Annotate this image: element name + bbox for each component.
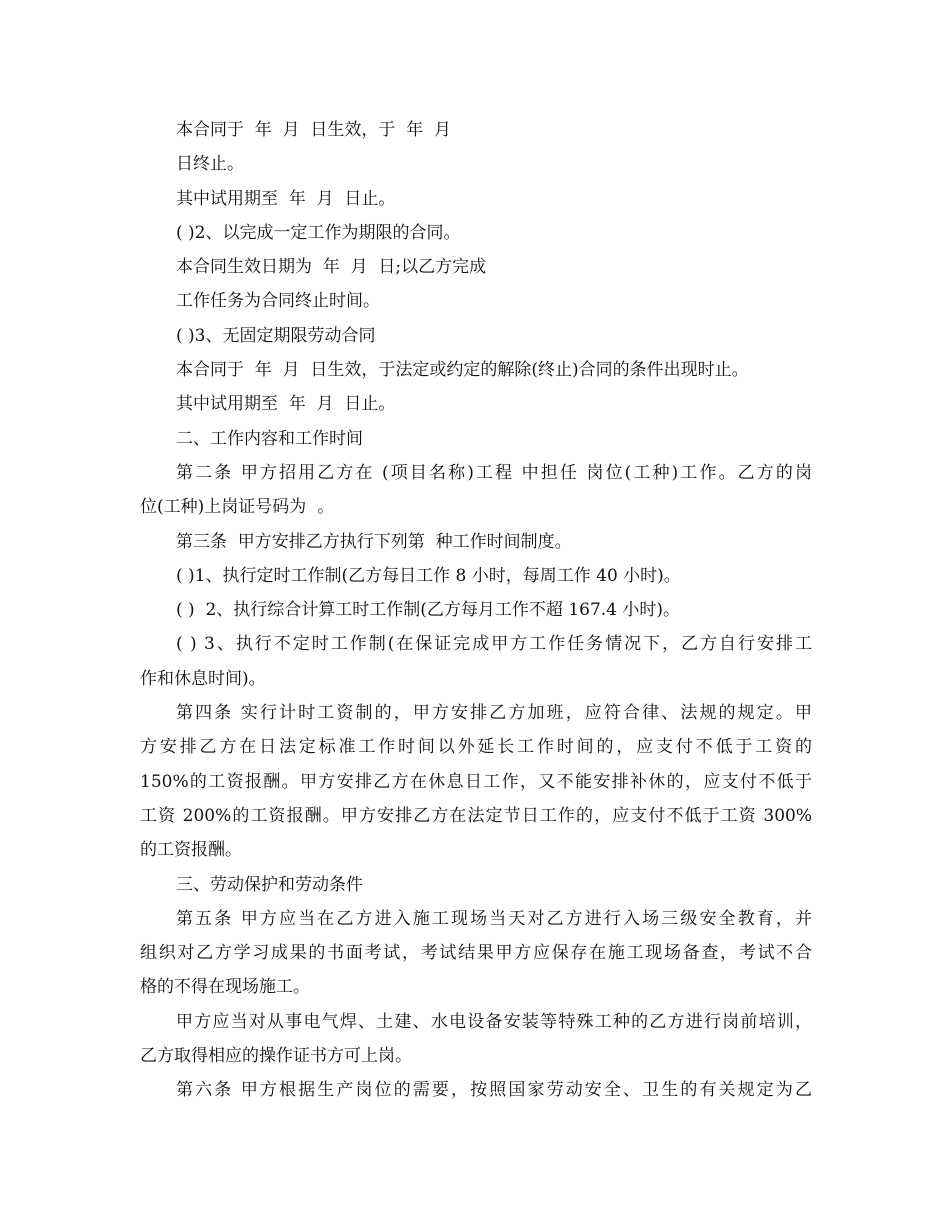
document-line: 的工资报酬。 — [140, 840, 242, 861]
document-line: 位(工种)上岗证号码为 。 — [140, 497, 335, 518]
document-line: 工资 200%的工资报酬。甲方安排乙方在法定节日工作的，应支付不低于工资 300% — [140, 805, 812, 826]
document-line: 本合同于 年 月 日生效，于 年 月 — [176, 120, 452, 140]
document-line: 150%的工资报酬。甲方安排乙方在休息日工作，又不能安排补休的，应支付不低于 — [140, 771, 812, 792]
document-line: 第五条 甲方应当在乙方进入施工现场当天对乙方进行入场三级安全教育，并 — [176, 908, 812, 929]
document-line: 日终止。 — [176, 154, 244, 175]
document-line: 第六条 甲方根据生产岗位的需要，按照国家劳动安全、卫生的有关规定为乙 — [176, 1080, 812, 1101]
document-line: 组织对乙方学习成果的书面考试，考试结果甲方应保存在施工现场备查，考试不合 — [140, 943, 812, 964]
document-line: 第四条 实行计时工资制的，甲方安排乙方加班，应符合律、法规的规定。甲 — [176, 703, 812, 724]
document-line: ( ) 3、执行不定时工作制(在保证完成甲方工作任务情况下，乙方自行安排工 — [176, 634, 812, 655]
document-line: 其中试用期至 年 月 日止。 — [176, 188, 396, 209]
document-line: 甲方应当对从事电气焊、土建、水电设备安装等特殊工种的乙方进行岗前培训， — [176, 1011, 812, 1032]
document-line: 三、劳动保护和劳动条件 — [176, 874, 363, 895]
document-line: ( )2、以完成一定工作为期限的合同。 — [176, 222, 461, 243]
document-line: 第三条 甲方安排乙方执行下列第 种工作时间制度。 — [176, 531, 572, 552]
document-line: 方安排乙方在日法定标准工作时间以外延长工作时间的，应支付不低于工资的 — [140, 737, 812, 758]
document-line: ( ) 2、执行综合计算工时工作制(乙方每月工作不超 167.4 小时)。 — [176, 600, 681, 621]
document-line: 工作任务为合同终止时间。 — [176, 291, 380, 312]
document-line: 乙方取得相应的操作证书方可上岗。 — [140, 1046, 412, 1067]
document-line: 第二条 甲方招用乙方在 (项目名称)工程 中担任 岗位(工种)工作。乙方的岗 — [176, 462, 812, 483]
document-line: 本合同生效日期为 年 月 日;以乙方完成 — [176, 257, 487, 278]
document-line: 其中试用期至 年 月 日止。 — [176, 394, 396, 415]
document-line: ( )1、执行定时工作制(乙方每日工作 8 小时，每周工作 40 小时)。 — [176, 565, 681, 586]
document-body — [140, 113, 812, 1108]
document-line: 格的不得在现场施工。 — [140, 977, 310, 998]
document-line: ( )3、无固定期限劳动合同 — [176, 325, 376, 346]
document-line: 作和休息时间)。 — [140, 668, 266, 689]
document-line: 二、工作内容和工作时间 — [176, 428, 363, 449]
document-line: 本合同于 年 月 日生效，于法定或约定的解除(终止)合同的条件出现时止。 — [176, 360, 749, 381]
